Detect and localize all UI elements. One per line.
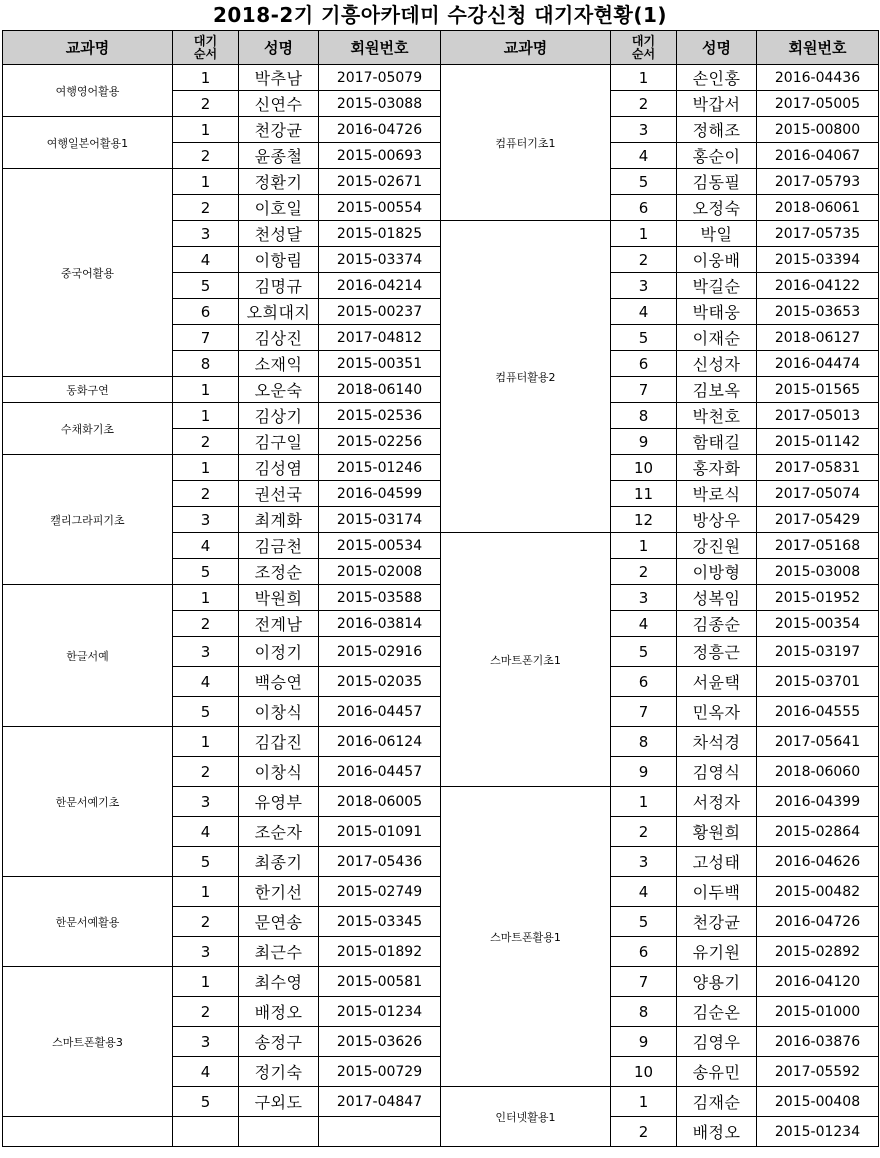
table-row [441, 787, 879, 817]
queue-order-cell: 5 [611, 325, 677, 351]
queue-order-cell: 6 [173, 299, 239, 325]
queue-order-cell: 3 [173, 1027, 239, 1057]
member-name-cell: 고성태 [677, 847, 757, 877]
course-name-cell: 인터넷활용1 [441, 1087, 611, 1147]
member-id-cell: 2015-01234 [757, 1117, 879, 1147]
member-id-cell: 2015-00408 [757, 1087, 879, 1117]
member-name-cell: 박길순 [677, 273, 757, 299]
table-row [3, 377, 441, 403]
member-name-cell: 신연수 [239, 91, 319, 117]
queue-order-cell: 1 [173, 967, 239, 997]
member-name-cell: 이호일 [239, 195, 319, 221]
course-name-cell: 수채화기초 [3, 403, 173, 455]
member-id-cell: 2015-02536 [319, 403, 441, 429]
member-name-cell: 김상진 [239, 325, 319, 351]
queue-order-cell: 1 [173, 585, 239, 611]
queue-order-cell: 9 [611, 1027, 677, 1057]
member-id-cell: 2018-06005 [319, 787, 441, 817]
header-queue [611, 31, 677, 65]
member-name-cell: 정흥근 [677, 637, 757, 667]
member-id-cell: 2015-03588 [319, 585, 441, 611]
member-id-cell: 2015-02256 [319, 429, 441, 455]
queue-order-cell: 6 [611, 667, 677, 697]
member-id-cell: 2015-00354 [757, 611, 879, 637]
member-id-cell: 2015-01825 [319, 221, 441, 247]
queue-order-cell: 1 [611, 1087, 677, 1117]
member-id-cell: 2017-05793 [757, 169, 879, 195]
member-id-cell: 2015-00534 [319, 533, 441, 559]
member-id-cell: 2016-04474 [757, 351, 879, 377]
member-id-cell: 2015-01000 [757, 997, 879, 1027]
member-name-cell: 이창식 [239, 697, 319, 727]
member-name-cell: 오운숙 [239, 377, 319, 403]
course-name-cell: 컴퓨터활용2 [441, 221, 611, 533]
header-row [3, 31, 441, 65]
course-name-cell: 여행일본어활용1 [3, 117, 173, 169]
member-id-cell: 2015-00581 [319, 967, 441, 997]
member-id-cell: 2015-02035 [319, 667, 441, 697]
queue-order-cell: 7 [173, 325, 239, 351]
member-name-cell: 최수영 [239, 967, 319, 997]
header-queue-line1: 대기 [193, 33, 218, 48]
queue-order-cell: 10 [611, 455, 677, 481]
queue-order-cell: 2 [173, 997, 239, 1027]
member-name-cell: 김순온 [677, 997, 757, 1027]
member-id-cell: 2015-03374 [319, 247, 441, 273]
member-name-cell: 손인홍 [677, 65, 757, 91]
queue-order-cell: 3 [611, 117, 677, 143]
member-name-cell: 오정숙 [677, 195, 757, 221]
queue-order-cell: 2 [611, 247, 677, 273]
queue-order-cell: 7 [611, 377, 677, 403]
member-name-cell: 최종기 [239, 847, 319, 877]
member-id-cell: 2015-03653 [757, 299, 879, 325]
member-id-cell: 2017-05735 [757, 221, 879, 247]
member-name-cell: 한기선 [239, 877, 319, 907]
queue-order-cell: 1 [173, 403, 239, 429]
queue-order-cell: 1 [173, 377, 239, 403]
member-name-cell: 유영부 [239, 787, 319, 817]
member-name-cell: 황원희 [677, 817, 757, 847]
header-queue-line2: 순서 [631, 46, 656, 61]
member-id-cell: 2017-05641 [757, 727, 879, 757]
queue-order-cell: 1 [173, 877, 239, 907]
member-id-cell: 2015-02749 [319, 877, 441, 907]
queue-order-cell: 3 [173, 787, 239, 817]
member-id-cell: 2017-05079 [319, 65, 441, 91]
header-queue [173, 31, 239, 65]
member-id-cell: 2015-00482 [757, 877, 879, 907]
member-name-cell: 이재순 [677, 325, 757, 351]
queue-order-cell: 12 [611, 507, 677, 533]
table-row [3, 403, 441, 429]
member-name-cell: 권선국 [239, 481, 319, 507]
member-name-cell: 전계남 [239, 611, 319, 637]
member-id-cell: 2017-05429 [757, 507, 879, 533]
table-row [441, 221, 879, 247]
member-id-cell: 2016-04436 [757, 65, 879, 91]
table-row [3, 877, 441, 907]
queue-order-cell: 7 [611, 967, 677, 997]
member-name-cell: 최계화 [239, 507, 319, 533]
queue-order-cell: 3 [173, 507, 239, 533]
member-name-cell: 박천호 [677, 403, 757, 429]
course-name-cell: 컴퓨터기초1 [441, 65, 611, 221]
queue-order-cell: 4 [173, 1057, 239, 1087]
member-id-cell: 2015-03345 [319, 907, 441, 937]
member-id-cell: 2015-00554 [319, 195, 441, 221]
queue-order-cell: 2 [173, 481, 239, 507]
right-waitlist-table-container [440, 30, 878, 1156]
member-name-cell: 유기원 [677, 937, 757, 967]
member-id-cell: 2015-02892 [757, 937, 879, 967]
table-row [441, 533, 879, 559]
header-queue-line1: 대기 [631, 33, 656, 48]
member-name-cell: 송정구 [239, 1027, 319, 1057]
course-name-cell: 스마트폰기초1 [441, 533, 611, 787]
queue-order-cell: 3 [173, 221, 239, 247]
queue-order-cell: 3 [173, 937, 239, 967]
member-id-cell: 2015-01246 [319, 455, 441, 481]
member-name-cell: 김종순 [677, 611, 757, 637]
queue-order-cell: 2 [173, 91, 239, 117]
member-id-cell: 2015-03701 [757, 667, 879, 697]
member-name-cell: 오희대지 [239, 299, 319, 325]
member-id-cell: 2017-05436 [319, 847, 441, 877]
member-id-cell: 2017-05592 [757, 1057, 879, 1087]
table-row [3, 967, 441, 997]
course-name-cell [3, 1117, 173, 1147]
member-id-cell: 2015-00729 [319, 1057, 441, 1087]
member-id-cell: 2016-04399 [757, 787, 879, 817]
member-id-cell: 2015-03197 [757, 637, 879, 667]
header-row [441, 31, 879, 65]
member-id-cell: 2016-03814 [319, 611, 441, 637]
member-name-cell: 정환기 [239, 169, 319, 195]
queue-order-cell: 4 [611, 299, 677, 325]
member-name-cell: 서정자 [677, 787, 757, 817]
header-name: 성명 [677, 31, 757, 65]
member-name-cell: 박태웅 [677, 299, 757, 325]
member-name-cell: 문연송 [239, 907, 319, 937]
member-id-cell: 2017-05168 [757, 533, 879, 559]
member-id-cell: 2016-04067 [757, 143, 879, 169]
left-waitlist-table [2, 30, 441, 1147]
course-name-cell: 여행영어활용 [3, 65, 173, 117]
member-name-cell: 김동필 [677, 169, 757, 195]
member-name-cell: 김갑진 [239, 727, 319, 757]
queue-order-cell: 2 [173, 757, 239, 787]
table-row [441, 65, 879, 91]
member-name-cell: 박일 [677, 221, 757, 247]
header-course: 교과명 [3, 31, 173, 65]
member-id-cell: 2017-05831 [757, 455, 879, 481]
member-name-cell: 이창식 [239, 757, 319, 787]
member-id-cell: 2015-02671 [319, 169, 441, 195]
queue-order-cell: 7 [611, 697, 677, 727]
member-id-cell: 2015-01142 [757, 429, 879, 455]
table-row [3, 117, 441, 143]
table-row [3, 169, 441, 195]
queue-order-cell: 5 [173, 697, 239, 727]
table-row [3, 1117, 441, 1147]
member-id-cell: 2015-02916 [319, 637, 441, 667]
right-waitlist-table [440, 30, 879, 1147]
member-name-cell: 방상우 [677, 507, 757, 533]
member-name-cell: 송유민 [677, 1057, 757, 1087]
member-id-cell: 2016-04626 [757, 847, 879, 877]
queue-order-cell: 5 [611, 169, 677, 195]
queue-order-cell: 2 [173, 195, 239, 221]
member-name-cell: 김영식 [677, 757, 757, 787]
member-name-cell: 함태길 [677, 429, 757, 455]
member-name-cell: 이방형 [677, 559, 757, 585]
member-name-cell: 신성자 [677, 351, 757, 377]
page-title: 2018-2기 기흥아카데미 수강신청 대기자현황(1) [212, 3, 668, 27]
queue-order-cell: 2 [173, 429, 239, 455]
member-name-cell [239, 1117, 319, 1147]
member-id-cell: 2016-04726 [757, 907, 879, 937]
member-id-cell: 2015-03626 [319, 1027, 441, 1057]
queue-order-cell: 2 [611, 1117, 677, 1147]
member-name-cell: 최근수 [239, 937, 319, 967]
member-name-cell: 이항림 [239, 247, 319, 273]
member-name-cell: 정해조 [677, 117, 757, 143]
member-id-cell: 2017-05074 [757, 481, 879, 507]
member-id-cell: 2015-03008 [757, 559, 879, 585]
queue-order-cell: 3 [611, 585, 677, 611]
member-name-cell: 이정기 [239, 637, 319, 667]
member-name-cell: 민옥자 [677, 697, 757, 727]
member-id-cell: 2015-03088 [319, 91, 441, 117]
member-name-cell: 김구일 [239, 429, 319, 455]
course-name-cell: 동화구연 [3, 377, 173, 403]
queue-order-cell: 5 [611, 637, 677, 667]
member-id-cell: 2015-01234 [319, 997, 441, 1027]
queue-order-cell [173, 1117, 239, 1147]
member-id-cell: 2017-05013 [757, 403, 879, 429]
queue-order-cell: 5 [173, 1087, 239, 1117]
member-name-cell: 구외도 [239, 1087, 319, 1117]
course-name-cell: 중국어활용 [3, 169, 173, 377]
queue-order-cell: 2 [173, 611, 239, 637]
queue-order-cell: 8 [173, 351, 239, 377]
member-name-cell: 차석경 [677, 727, 757, 757]
member-id-cell: 2017-04812 [319, 325, 441, 351]
member-id-cell: 2015-02864 [757, 817, 879, 847]
member-id-cell: 2016-04457 [319, 757, 441, 787]
member-name-cell: 홍순이 [677, 143, 757, 169]
queue-order-cell: 4 [173, 533, 239, 559]
header-member-id: 회원번호 [319, 31, 441, 65]
member-name-cell: 양용기 [677, 967, 757, 997]
member-name-cell: 백승연 [239, 667, 319, 697]
course-name-cell: 스마트폰활용1 [441, 787, 611, 1087]
member-id-cell: 2015-01091 [319, 817, 441, 847]
queue-order-cell: 1 [611, 65, 677, 91]
queue-order-cell: 9 [611, 757, 677, 787]
queue-order-cell: 4 [611, 143, 677, 169]
member-id-cell: 2015-00800 [757, 117, 879, 143]
member-name-cell: 천성달 [239, 221, 319, 247]
queue-order-cell: 5 [611, 907, 677, 937]
member-name-cell: 박갑서 [677, 91, 757, 117]
queue-order-cell: 1 [173, 455, 239, 481]
queue-order-cell: 3 [611, 273, 677, 299]
member-name-cell: 김성염 [239, 455, 319, 481]
member-id-cell: 2016-04555 [757, 697, 879, 727]
member-name-cell: 천강균 [239, 117, 319, 143]
table-row [3, 455, 441, 481]
queue-order-cell: 4 [611, 877, 677, 907]
member-name-cell: 소재익 [239, 351, 319, 377]
member-id-cell: 2015-03174 [319, 507, 441, 533]
header-member-id: 회원번호 [757, 31, 879, 65]
queue-order-cell: 3 [611, 847, 677, 877]
member-id-cell: 2015-00351 [319, 351, 441, 377]
member-id-cell: 2018-06140 [319, 377, 441, 403]
member-name-cell: 배정오 [239, 997, 319, 1027]
queue-order-cell: 1 [173, 169, 239, 195]
member-id-cell: 2015-01952 [757, 585, 879, 611]
queue-order-cell: 5 [173, 559, 239, 585]
member-id-cell: 2016-04214 [319, 273, 441, 299]
queue-order-cell: 11 [611, 481, 677, 507]
queue-order-cell: 9 [611, 429, 677, 455]
member-id-cell: 2018-06061 [757, 195, 879, 221]
member-name-cell: 배정오 [677, 1117, 757, 1147]
queue-order-cell: 1 [173, 117, 239, 143]
header-name: 성명 [239, 31, 319, 65]
course-name-cell: 한글서예 [3, 585, 173, 727]
member-name-cell: 홍자화 [677, 455, 757, 481]
member-id-cell: 2015-00693 [319, 143, 441, 169]
member-name-cell: 이웅배 [677, 247, 757, 273]
member-name-cell: 이두백 [677, 877, 757, 907]
member-id-cell: 2015-01892 [319, 937, 441, 967]
member-id-cell: 2016-04122 [757, 273, 879, 299]
member-name-cell: 박원희 [239, 585, 319, 611]
member-name-cell: 강진원 [677, 533, 757, 559]
member-id-cell: 2015-01565 [757, 377, 879, 403]
member-name-cell: 김보옥 [677, 377, 757, 403]
member-name-cell: 김상기 [239, 403, 319, 429]
course-name-cell: 한문서예기초 [3, 727, 173, 877]
queue-order-cell: 4 [173, 667, 239, 697]
queue-order-cell: 8 [611, 997, 677, 1027]
member-name-cell: 천강균 [677, 907, 757, 937]
member-id-cell: 2015-00237 [319, 299, 441, 325]
queue-order-cell: 2 [611, 559, 677, 585]
member-name-cell: 김영우 [677, 1027, 757, 1057]
queue-order-cell: 2 [173, 143, 239, 169]
queue-order-cell: 6 [611, 937, 677, 967]
member-id-cell: 2016-04726 [319, 117, 441, 143]
member-name-cell: 김금천 [239, 533, 319, 559]
table-row [3, 65, 441, 91]
queue-order-cell: 2 [611, 91, 677, 117]
header-queue-line2: 순서 [193, 46, 218, 61]
table-row [3, 727, 441, 757]
queue-order-cell: 1 [611, 221, 677, 247]
member-name-cell: 서윤택 [677, 667, 757, 697]
queue-order-cell: 1 [611, 533, 677, 559]
member-id-cell: 2018-06060 [757, 757, 879, 787]
member-id-cell: 2017-05005 [757, 91, 879, 117]
member-id-cell: 2016-06124 [319, 727, 441, 757]
member-name-cell: 성복임 [677, 585, 757, 611]
queue-order-cell: 4 [173, 817, 239, 847]
member-name-cell: 박로식 [677, 481, 757, 507]
queue-order-cell: 1 [173, 727, 239, 757]
queue-order-cell: 5 [173, 847, 239, 877]
queue-order-cell: 6 [611, 195, 677, 221]
queue-order-cell: 4 [611, 611, 677, 637]
member-id-cell: 2015-03394 [757, 247, 879, 273]
member-id-cell: 2016-03876 [757, 1027, 879, 1057]
member-name-cell: 정기숙 [239, 1057, 319, 1087]
header-course: 교과명 [441, 31, 611, 65]
table-row [3, 585, 441, 611]
queue-order-cell: 2 [611, 817, 677, 847]
queue-order-cell: 8 [611, 727, 677, 757]
member-id-cell: 2018-06127 [757, 325, 879, 351]
queue-order-cell: 6 [611, 351, 677, 377]
member-name-cell: 김명규 [239, 273, 319, 299]
waitlist-sheet [2, 30, 878, 1156]
member-id-cell: 2016-04599 [319, 481, 441, 507]
member-name-cell: 조정순 [239, 559, 319, 585]
course-name-cell: 캘리그라피기초 [3, 455, 173, 585]
queue-order-cell: 4 [173, 247, 239, 273]
member-id-cell: 2015-02008 [319, 559, 441, 585]
member-name-cell: 박추남 [239, 65, 319, 91]
member-id-cell: 2016-04457 [319, 697, 441, 727]
course-name-cell: 스마트폰활용3 [3, 967, 173, 1117]
member-id-cell: 2016-04120 [757, 967, 879, 997]
course-name-cell: 한문서예활용 [3, 877, 173, 967]
queue-order-cell: 5 [173, 273, 239, 299]
member-id-cell [319, 1117, 441, 1147]
queue-order-cell: 3 [173, 637, 239, 667]
queue-order-cell: 1 [611, 787, 677, 817]
member-name-cell: 김재순 [677, 1087, 757, 1117]
queue-order-cell: 2 [173, 907, 239, 937]
member-name-cell: 조순자 [239, 817, 319, 847]
queue-order-cell: 1 [173, 65, 239, 91]
queue-order-cell: 10 [611, 1057, 677, 1087]
queue-order-cell: 8 [611, 403, 677, 429]
left-waitlist-table-container [2, 30, 440, 1156]
member-id-cell: 2017-04847 [319, 1087, 441, 1117]
member-name-cell: 윤종철 [239, 143, 319, 169]
table-row [441, 1087, 879, 1117]
